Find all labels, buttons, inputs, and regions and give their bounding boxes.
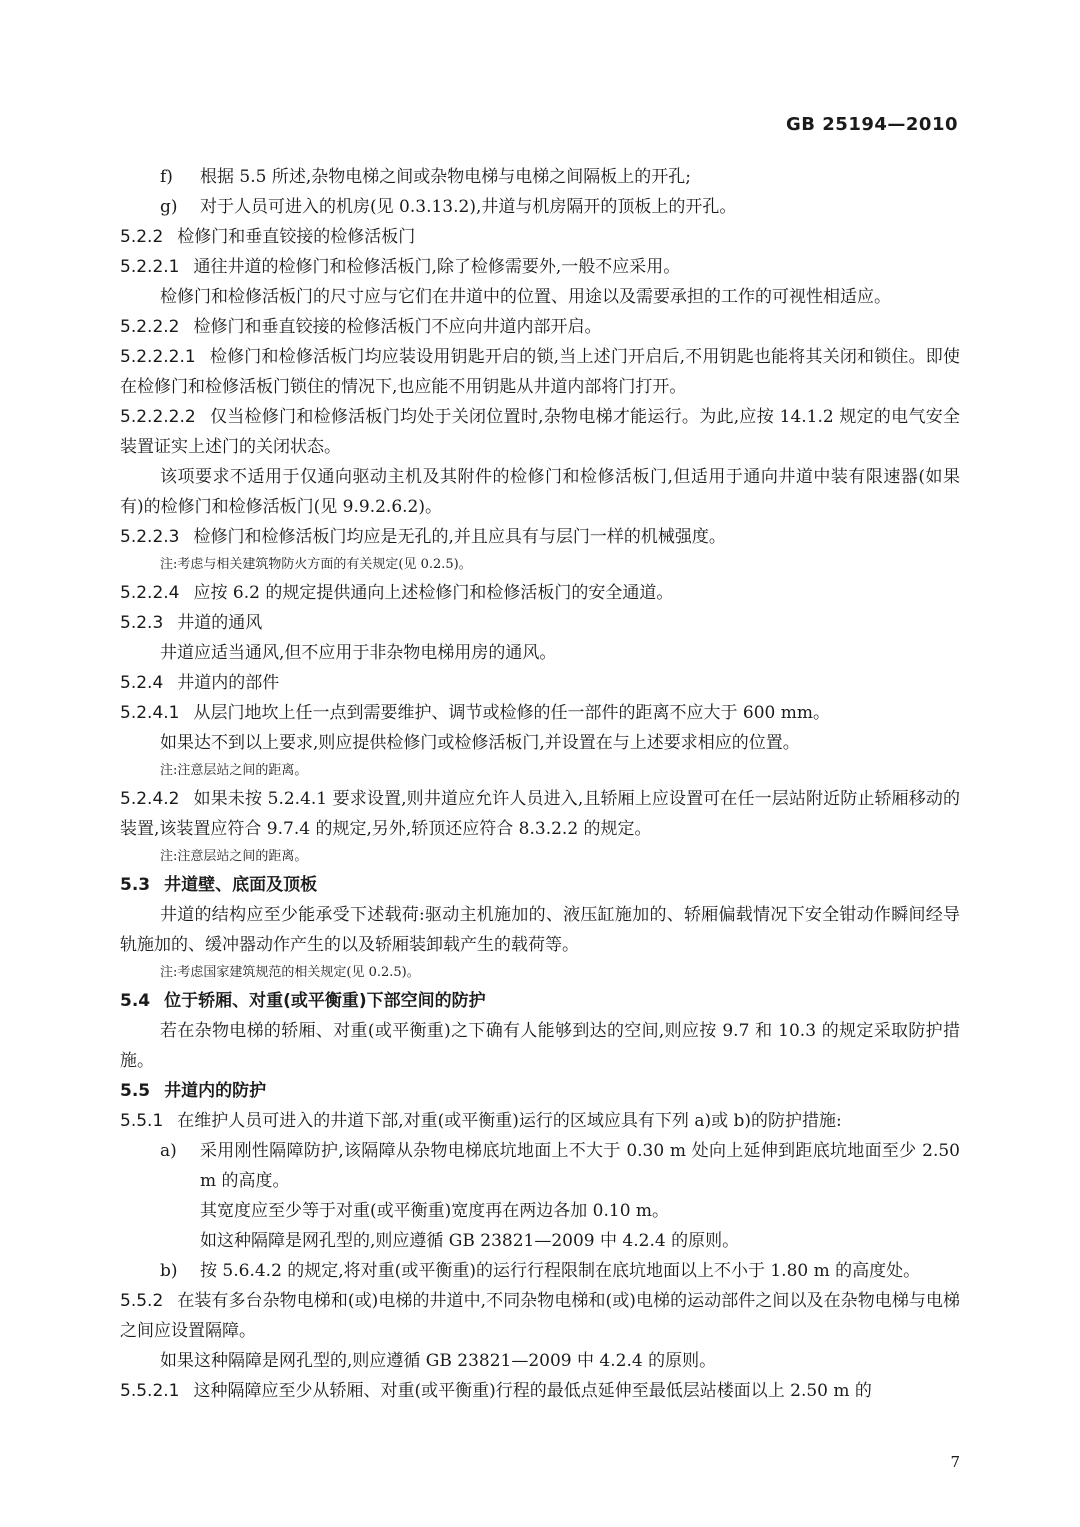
paragraph: 该项要求不适用于仅通向驱动主机及其附件的检修门和检修活板门,但适用于通向井道中装有限速器(如果有)的检修门和检修活板门(见 9.9.2.6.2)。 [120, 467, 960, 517]
note: 注:考虑国家建筑规范的相关规定(见 0.2.5)。 [160, 965, 420, 980]
clause-number: 5.5.2.1 [120, 1381, 180, 1401]
paragraph: 井道的结构应至少能承受下述载荷:驱动主机施加的、液压缸施加的、轿厢偏载情况下安全钳动作瞬间经导轨施加的、缓冲器动作产生的以及轿厢装卸载产生的载荷等。 [120, 905, 960, 955]
paragraph: 井道应适当通风,但不应用于非杂物电梯用房的通风。 [160, 643, 557, 663]
item-text: 采用刚性隔障防护,该隔障从杂物电梯底坑地面上不大于 0.30 m 处向上延伸到距底坑地面至少 2.50 m 的高度。 [200, 1141, 960, 1191]
section-number: 5.3 [120, 875, 151, 895]
clause-number: 5.2.2.4 [120, 583, 180, 603]
heading-5-2-2 [120, 222, 960, 252]
section-number: 5.4 [120, 991, 151, 1011]
section-number: 5.5 [120, 1081, 151, 1101]
heading-5-4 [120, 986, 960, 1016]
heading-5-2-3 [120, 608, 960, 638]
clause-number: 5.2.2.2.1 [120, 347, 196, 367]
page-number: 7 [950, 1453, 960, 1471]
section-title: 井道的通风 [177, 613, 263, 633]
clause-text: 应按 6.2 的规定提供通向上述检修门和检修活板门的安全通道。 [193, 583, 674, 603]
section-number: 5.2.3 [120, 613, 164, 633]
standard-number: GB 25194—2010 [786, 114, 958, 135]
note: 注:注意层站之间的距离。 [160, 849, 308, 864]
item-mark: g) [160, 197, 178, 217]
item-mark: b) [160, 1261, 178, 1281]
heading-5-5 [120, 1076, 960, 1106]
clause-5-5-2 [120, 1286, 960, 1346]
section-number: 5.2.4 [120, 673, 164, 693]
paragraph: 如果达不到以上要求,则应提供检修门或检修活板门,并设置在与上述要求相应的位置。 [160, 733, 800, 753]
clause-text: 如果未按 5.2.4.1 要求设置,则井道应允许人员进入,且轿厢上应设置可在任一层站附近防止轿厢移动的装置,该装置应符合 9.7.4 的规定,另外,轿顶还应符合 8.3.2.2 的规定。 [120, 789, 960, 839]
section-title: 井道内的部件 [177, 673, 280, 693]
item-text: 根据 5.5 所述,杂物电梯之间或杂物电梯与电梯之间隔板上的开孔; [200, 167, 691, 187]
note: 注:考虑与相关建筑物防火方面的有关规定(见 0.2.5)。 [160, 557, 472, 572]
clause-text: 仅当检修门和检修活板门均处于关闭位置时,杂物电梯才能运行。为此,应按 14.1.2 规定的电气安全装置证实上述门的关闭状态。 [120, 407, 960, 457]
paragraph: 如果这种隔障是网孔型的,则应遵循 GB 23821—2009 中 4.2.4 的原则。 [160, 1351, 717, 1371]
paragraph: 若在杂物电梯的轿厢、对重(或平衡重)之下确有人能够到达的空间,则应按 9.7 和 10.3 的规定采取防护措施。 [120, 1021, 960, 1071]
clause-number: 5.2.2.1 [120, 257, 180, 277]
clause-text: 检修门和垂直铰接的检修活板门不应向井道内部开启。 [193, 317, 602, 337]
clause-5-2-4-1 [120, 698, 960, 728]
clause-number: 5.5.1 [120, 1111, 164, 1131]
clause-5-5-1 [120, 1106, 960, 1136]
list-item-g [120, 192, 960, 222]
item-text: 按 5.6.4.2 的规定,将对重(或平衡重)的运行行程限制在底坑地面以上不小于 1.80 m 的高度处。 [200, 1261, 921, 1281]
list-item-a [120, 1136, 960, 1196]
clause-5-2-2-2 [120, 312, 960, 342]
paragraph: 检修门和检修活板门的尺寸应与它们在井道中的位置、用途以及需要承担的工作的可视性相适应。 [160, 287, 891, 307]
clause-text: 在装有多台杂物电梯和(或)电梯的井道中,不同杂物电梯和(或)电梯的运动部件之间以及在杂物电梯与电梯之间应设置隔障。 [120, 1291, 960, 1341]
paragraph: 其宽度应至少等于对重(或平衡重)宽度再在两边各加 0.10 m。 [200, 1201, 670, 1221]
section-number: 5.2.2 [120, 227, 164, 247]
list-item-f [120, 162, 960, 192]
section-title: 检修门和垂直铰接的检修活板门 [177, 227, 416, 247]
item-text: 对于人员可进入的机房(见 0.3.13.2),井道与机房隔开的顶板上的开孔。 [200, 197, 737, 217]
item-mark: f) [160, 167, 173, 187]
clause-text: 在维护人员可进入的井道下部,对重(或平衡重)运行的区域应具有下列 a)或 b)的防护措施: [177, 1111, 842, 1131]
section-title: 位于轿厢、对重(或平衡重)下部空间的防护 [164, 991, 486, 1011]
clause-5-2-2-4 [120, 578, 960, 608]
item-mark: a) [160, 1141, 177, 1161]
clause-number: 5.2.2.2.2 [120, 407, 196, 427]
heading-5-2-4 [120, 668, 960, 698]
clause-text: 从层门地坎上任一点到需要维护、调节或检修的任一部件的距离不应大于 600 mm。 [193, 703, 830, 723]
page-content [120, 162, 960, 1406]
clause-number: 5.2.2.2 [120, 317, 180, 337]
paragraph: 如这种隔障是网孔型的,则应遵循 GB 23821—2009 中 4.2.4 的原则。 [200, 1231, 740, 1251]
clause-text: 通往井道的检修门和检修活板门,除了检修需要外,一般不应采用。 [193, 257, 681, 277]
clause-5-2-4-2 [120, 784, 960, 844]
clause-text: 这种隔障应至少从轿厢、对重(或平衡重)行程的最低点延伸至最低层站楼面以上 2.50 m 的 [193, 1381, 872, 1401]
list-item-b [120, 1256, 960, 1286]
clause-5-2-2-1 [120, 252, 960, 282]
clause-number: 5.2.4.2 [120, 789, 180, 809]
clause-number: 5.2.4.1 [120, 703, 180, 723]
note: 注:注意层站之间的距离。 [160, 763, 308, 778]
clause-number: 5.2.2.3 [120, 527, 180, 547]
clause-5-5-2-1 [120, 1376, 960, 1406]
clause-5-2-2-2-1 [120, 342, 960, 402]
clause-5-2-2-3 [120, 522, 960, 552]
clause-text: 检修门和检修活板门均应装设用钥匙开启的锁,当上述门开启后,不用钥匙也能将其关闭和锁住。即使在检修门和检修活板门锁住的情况下,也应能不用钥匙从井道内部将门打开。 [120, 347, 960, 397]
heading-5-3 [120, 870, 960, 900]
clause-text: 检修门和检修活板门均应是无孔的,并且应具有与层门一样的机械强度。 [193, 527, 726, 547]
section-title: 井道壁、底面及顶板 [164, 875, 318, 895]
clause-5-2-2-2-2 [120, 402, 960, 462]
section-title: 井道内的防护 [164, 1081, 267, 1101]
clause-number: 5.5.2 [120, 1291, 164, 1311]
